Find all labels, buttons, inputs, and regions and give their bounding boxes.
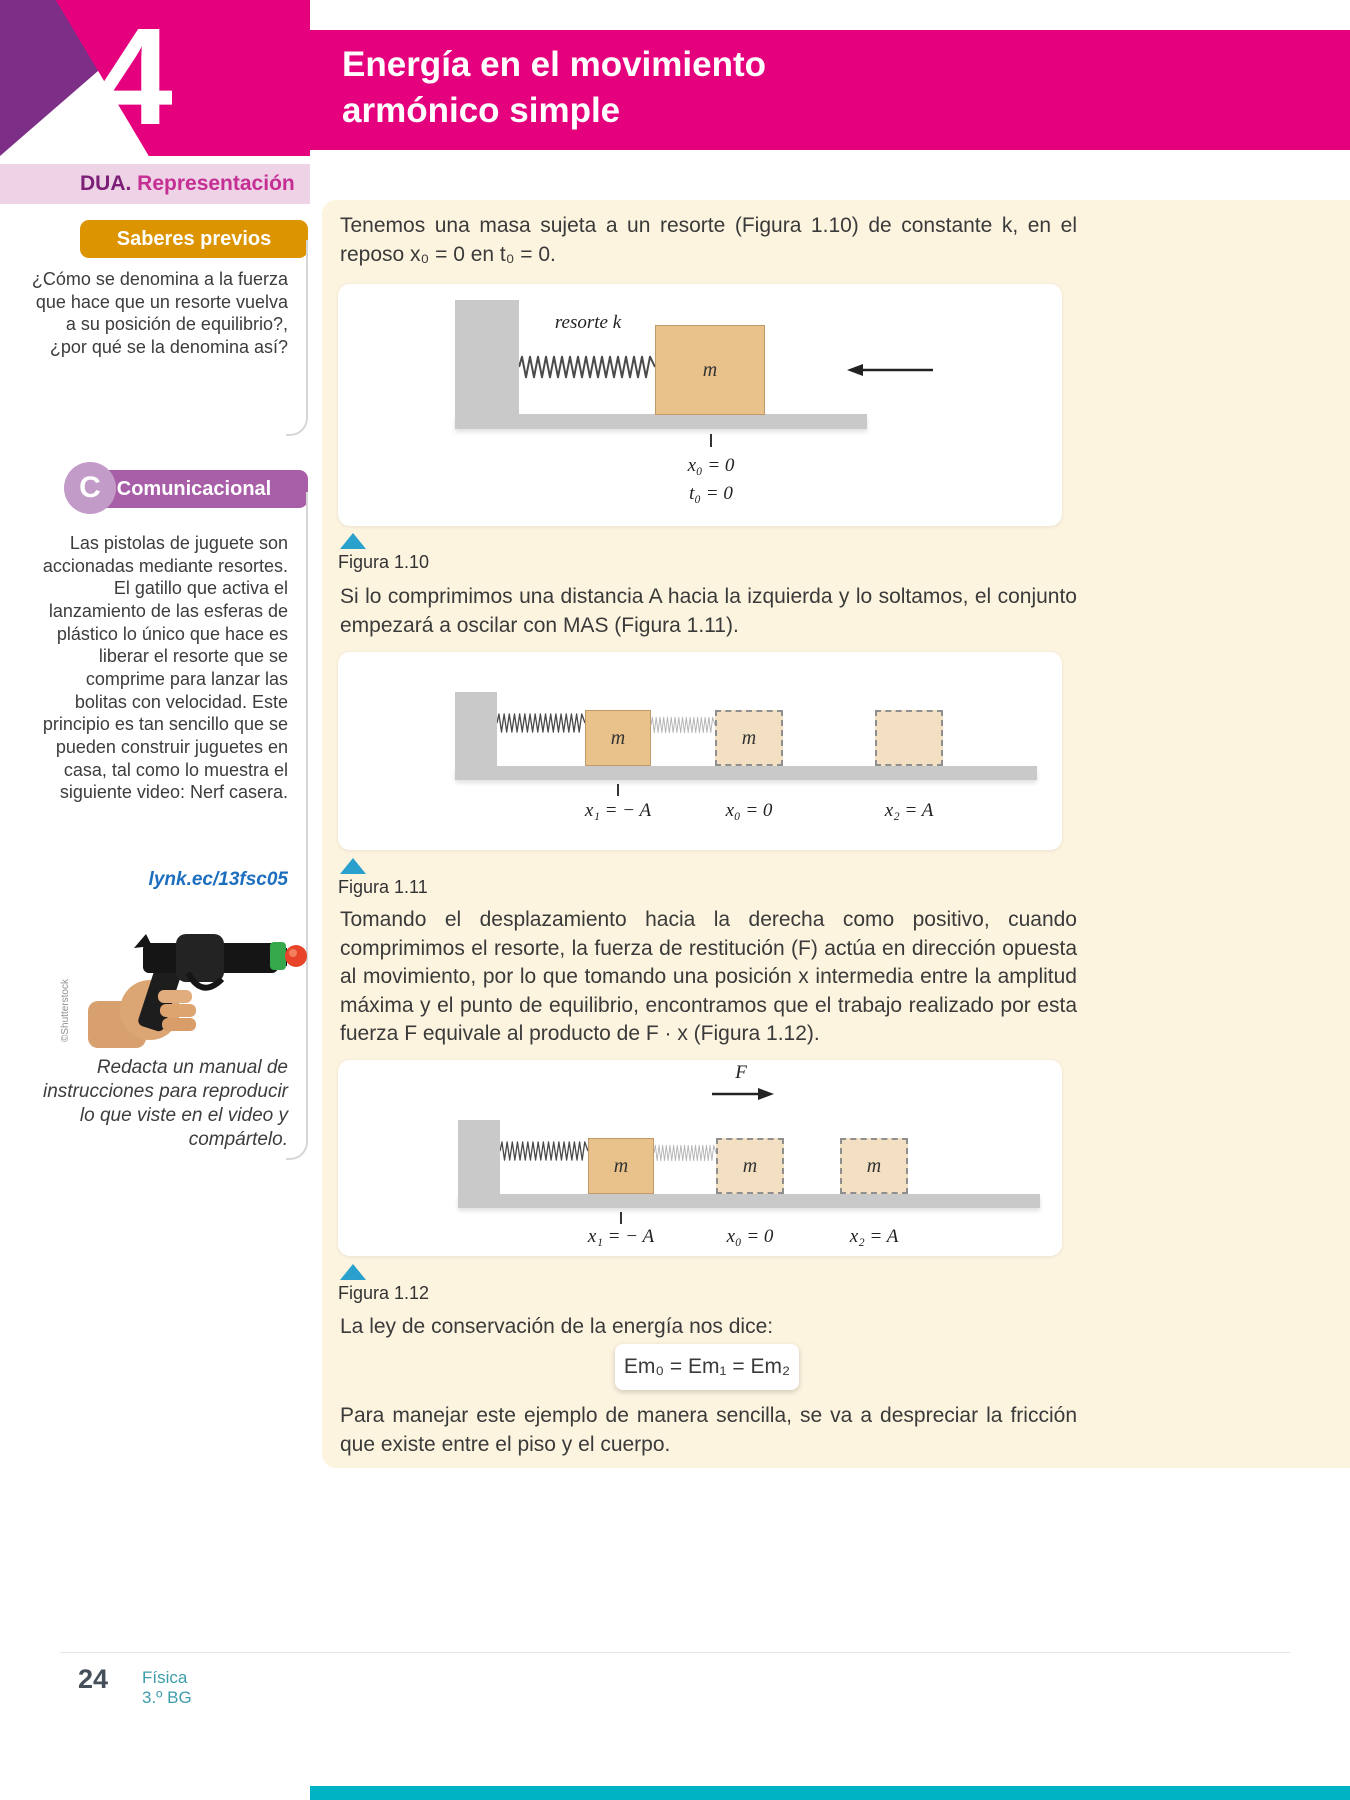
force-arrow-icon bbox=[712, 1086, 776, 1107]
figure-1-10-caption: Figura 1.10 bbox=[338, 552, 430, 572]
figure-1-11 bbox=[338, 652, 1062, 850]
x2-label: x₂ = A bbox=[884, 800, 934, 821]
t0-label: t₀ = 0 bbox=[689, 483, 733, 504]
photo-credit: ©Shutterstock bbox=[60, 979, 71, 1042]
subject-grade: 3.º BG bbox=[142, 1688, 192, 1707]
page-number: 24 bbox=[78, 1664, 109, 1694]
position-tick bbox=[620, 1212, 622, 1224]
floor-shape bbox=[455, 766, 1037, 780]
sidebar-bracket-bottom bbox=[286, 492, 308, 1160]
dua-prefix: DUA. bbox=[80, 172, 132, 195]
sidebar-bracket-top bbox=[286, 240, 308, 436]
video-link[interactable]: lynk.ec/13fsc05 bbox=[148, 869, 288, 890]
caption-triangle-icon bbox=[340, 1264, 366, 1280]
energy-conservation-equation: Em₀ = Em₁ = Em₂ bbox=[615, 1344, 799, 1390]
paragraph-intro: Tenemos una masa sujeta a un resorte (Figura 1.10) de constante k, en el reposo x₀ = 0 en t₀ = 0. bbox=[340, 214, 1077, 266]
chapter-title-line2: armónico simple bbox=[342, 91, 621, 130]
position-tick bbox=[617, 784, 619, 796]
saberes-previos-badge: Saberes previos bbox=[80, 220, 308, 258]
floor-shape bbox=[458, 1194, 1040, 1208]
position-tick bbox=[710, 434, 712, 447]
relaxed-spring-icon bbox=[654, 1142, 716, 1169]
x1-label: x₁ = − A bbox=[587, 1226, 655, 1247]
paragraph-conservation-law: La ley de conservación de la energía nos dice: bbox=[340, 1315, 774, 1338]
paragraph-compress: Si lo comprimimos una distancia A hacia la izquierda y lo soltamos, el conjunto empezará a oscilar con MAS (Figura 1.11). bbox=[340, 585, 1077, 637]
ghost-mass-block: m bbox=[716, 1138, 784, 1194]
x0-label: x₀ = 0 bbox=[726, 1226, 774, 1247]
mass-block: m bbox=[655, 325, 765, 415]
spring-label: resorte k bbox=[554, 312, 622, 333]
figure-1-11-caption: Figura 1.11 bbox=[338, 877, 428, 897]
chapter-title-line1: Energía en el movimiento bbox=[342, 45, 766, 84]
force-label: F bbox=[735, 1062, 747, 1083]
x1-label: x₁ = − A bbox=[584, 800, 652, 821]
chapter-number: 4 bbox=[96, 0, 173, 154]
video-link-wrap bbox=[30, 868, 288, 892]
dua-label: Representación bbox=[131, 172, 295, 195]
compressed-spring-icon bbox=[500, 1138, 588, 1169]
footer-divider bbox=[60, 1652, 1290, 1653]
caption-triangle-icon bbox=[340, 858, 366, 874]
floor-shape bbox=[455, 414, 867, 429]
footer-teal-bar bbox=[310, 1786, 1350, 1800]
paragraph-friction-note: Para manejar este ejemplo de manera sencilla, se va a despreciar la fricción que existe entre el piso y el cuerpo. bbox=[340, 1404, 1077, 1456]
dua-band bbox=[0, 164, 310, 204]
spring-icon bbox=[519, 352, 655, 387]
subject-name: Física bbox=[142, 1668, 188, 1687]
saberes-question: ¿Cómo se denomina a la fuerza que hace que un resorte vuelva a su posición de equilibrio?, ¿por qué se la denomina así? bbox=[31, 269, 288, 358]
x2-label: x₂ = A bbox=[849, 1226, 899, 1247]
ghost-mass-block: m bbox=[715, 710, 783, 766]
figure-1-12 bbox=[338, 1060, 1062, 1256]
chapter-title-banner bbox=[310, 30, 1350, 150]
relaxed-spring-icon bbox=[651, 714, 715, 741]
x0-label: x₀ = 0 bbox=[725, 800, 773, 821]
activity-instruction: Redacta un manual de instrucciones para reproducir lo que viste en el video y compártelo. bbox=[42, 1057, 288, 1150]
caption-triangle-icon bbox=[340, 533, 366, 549]
comunicacional-badge: Comunicacional bbox=[80, 470, 308, 508]
mass-block: m bbox=[585, 710, 651, 766]
wall-shape bbox=[458, 1120, 500, 1194]
figure-1-12-caption: Figura 1.12 bbox=[338, 1283, 430, 1303]
ghost-mass-block: m bbox=[840, 1138, 908, 1194]
paragraph-restoring-force: Tomando el desplazamiento hacia la derecha como positivo, cuando comprimimos el resorte, la fuerza de restitución (F) actúa en dirección opuesta al movimiento, por lo que tomando una posición x intermedia entre la amplitud máxima y el punto de equilibrio, encontramos que el trabajo realizado por esta fuerza F equivale al producto de F · x (Figura 1.12). bbox=[340, 908, 1077, 1046]
mass-block: m bbox=[588, 1138, 654, 1194]
x0-label: x₀ = 0 bbox=[687, 455, 735, 476]
comunicacional-icon: C bbox=[64, 462, 116, 514]
wall-shape bbox=[455, 692, 497, 766]
compressed-spring-icon bbox=[497, 710, 585, 741]
footer-subject bbox=[142, 1668, 192, 1708]
figure-1-10 bbox=[338, 284, 1062, 526]
chapter-corner-decoration bbox=[0, 0, 310, 156]
comunicacional-text: Las pistolas de juguete son accionadas mediante resortes. El gatillo que activa el lanzamiento de las esferas de plástico lo único que hace es liberar el resorte que se comprime para lanzar las bolitas con velocidad. Este principio es tan sencillo que se pueden construir juguetes en casa, tal como lo muestra el siguiente video: Nerf casera. bbox=[42, 533, 288, 803]
ghost-mass-block-empty bbox=[875, 710, 943, 766]
push-left-arrow-icon bbox=[845, 362, 935, 383]
toy-gun-illustration bbox=[88, 898, 308, 1048]
